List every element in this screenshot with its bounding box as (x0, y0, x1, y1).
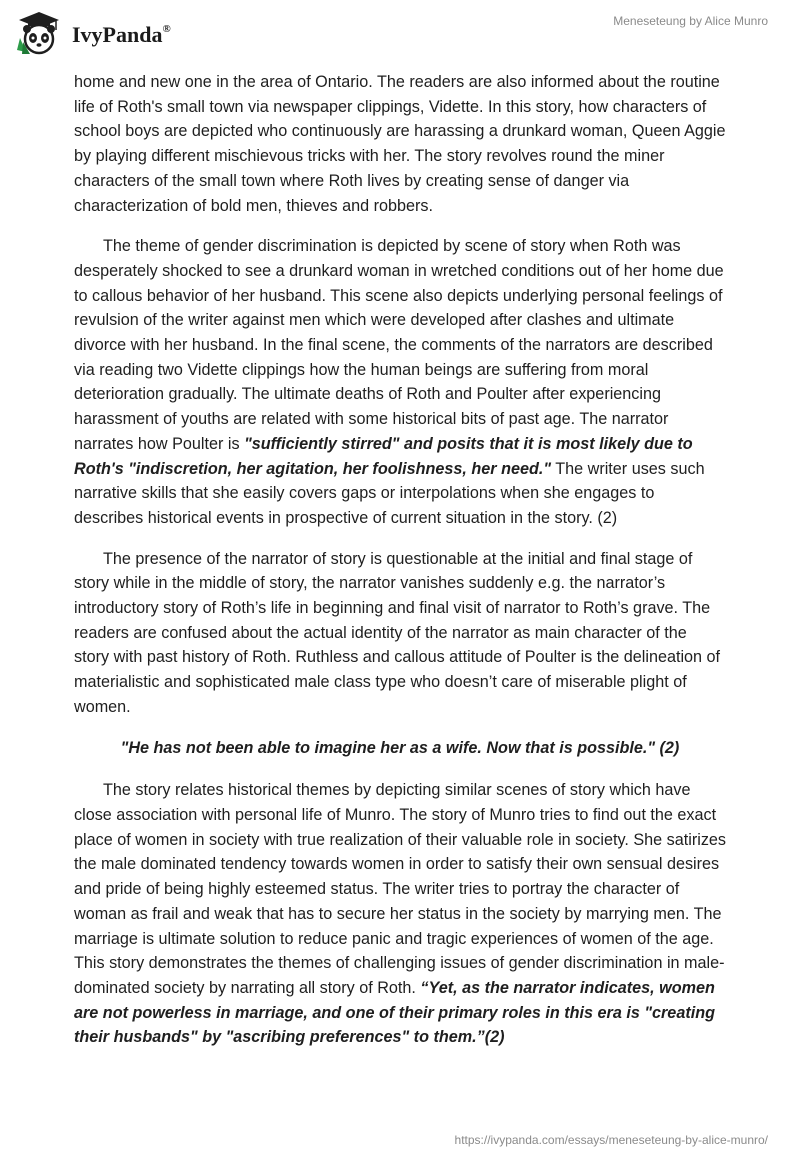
essay-body (74, 70, 726, 1066)
brand-name: IvyPanda® (72, 22, 171, 47)
panda-graduation-cap-icon (14, 8, 64, 58)
paragraph-gender-discrimination: The theme of gender discrimination is depicted by scene of story when Roth was desperately shocked to see a drunkard woman in wretched conditions out of her home due to callous behavior of her husband. This scene also depicts underlying personal feelings of revulsion of the writer against men which were developed after clashes and ultimate divorce with her husband. In the final scene, the comments of the narrators are described via reading two Vidette clippings how the human beings are suffering from moral deterioration gradually. The ultimate deaths of Roth and Poulter after experiencing harassment of youths are related with some historical bits of past age. The narrator narrates how Poulter is "sufficiently stirred" and posits that it is most likely due to Roth's "indiscretion, her agitation, her foolishness, her need." The writer uses such narrative skills that she easily covers gaps or interpolations when she engages to describes historical events in prospective of current situation in the story. (2) (74, 237, 724, 527)
ivypanda-logo[interactable] (14, 8, 171, 58)
paragraph-narrator: The presence of the narrator of story is questionable at the initial and final stage of story while in the middle of story, the narrator vanishes suddenly e.g. the narrator’s introductory story of Roth’s life in beginning and final visit of narrator to Roth’s grave. The readers are confused about the actual identity of the narrator as main character of the story with past history of Roth. Ruthless and callous attitude of Poulter is the delineation of materialistic and sophisticated male class type who doesn’t care of miserable plight of women. (74, 549, 721, 716)
inline-quote: "sufficiently stirred" and posits that it is most likely due to Roth's "indiscretion, her agitation, her foolishness, her need." (74, 434, 693, 478)
source-url[interactable]: https://ivypanda.com/essays/meneseteung-by-alice-munro/ (454, 1133, 768, 1147)
document-title: Meneseteung by Alice Munro (613, 14, 768, 28)
paragraph-continued: home and new one in the area of Ontario. The readers are also informed about the routine life of Roth's small town via newspaper clippings, Vidette. In this story, how characters of school boys are depicted who continuously are harassing a drunkard woman, Queen Aggie by playing different mischievous tricks with her. The story revolves round the miner characters of the small town where Roth lives by creating sense of danger via characterization of bold men, thieves and robbers. (74, 73, 726, 215)
trademark-symbol: ® (162, 22, 171, 35)
paragraph-historical-themes: The story relates historical themes by depicting similar scenes of story which have close association with personal life of Munro. The story of Munro tries to find out the exact place of women in society with true realization of their valuable role in society. She satirizes the male dominated tendency towards women in order to satisfy their own sensual desires and pride of being highly esteemed status. The writer tries to portray the character of woman as frail and weak that has to secure her status in the society by marrying men. The marriage is ultimate solution to reduce panic and tragic experiences of women of the age. This story demonstrates the themes of challenging issues of gender discrimination in male-dominated society by narrating all story of Roth. “Yet, as the narrator indicates, women are not powerless in marriage, and one of their primary roles in this era is "creating their husbands" by "ascribing preferences" to them.”(2) (74, 781, 727, 1047)
page-header (0, 0, 800, 70)
block-quote: "He has not been able to imagine her as a wife. Now that is possible." (2) (120, 738, 680, 757)
inline-quote: “Yet, as the narrator indicates, women are not powerless in marriage, and one of their primary roles in this era is "creating their husbands" by "ascribing preferences" to them.”(2) (74, 978, 715, 1047)
